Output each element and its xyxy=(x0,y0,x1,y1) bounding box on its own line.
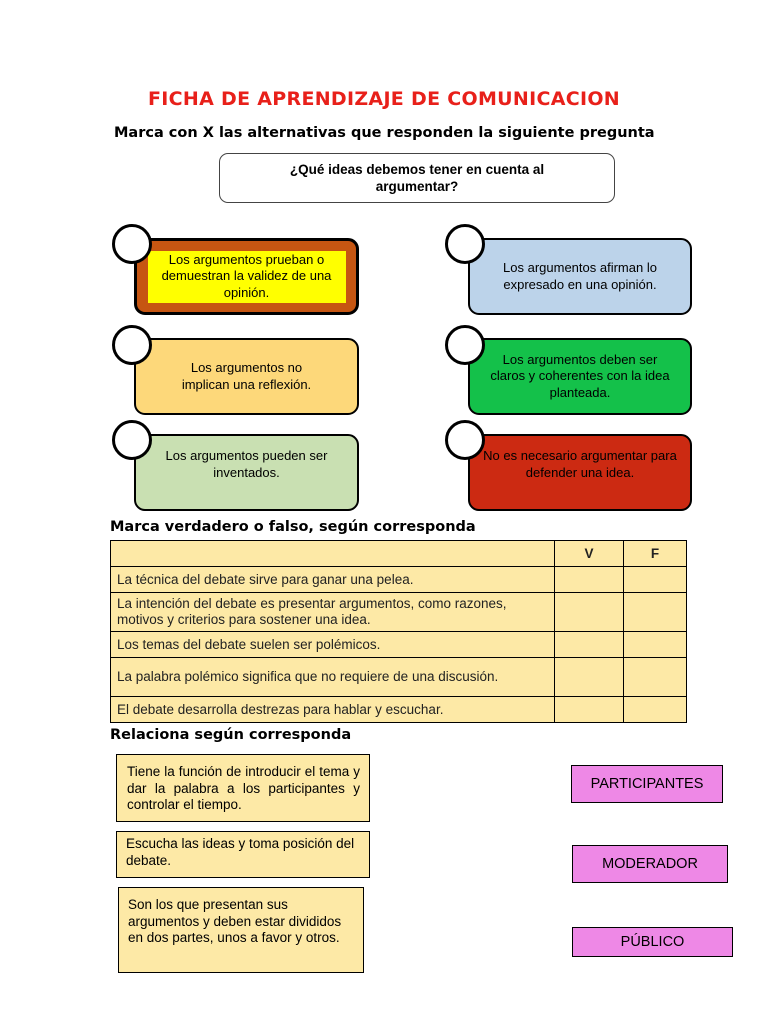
option-1-highlight xyxy=(148,251,346,303)
answer-v-2[interactable] xyxy=(555,593,624,632)
statement-5: El debate desarrolla destrezas para hablar y escuchar. xyxy=(111,697,555,723)
answer-f-2[interactable] xyxy=(624,593,687,632)
question-box xyxy=(219,153,615,203)
option-4-checkbox[interactable] xyxy=(445,325,485,365)
role-moderador-label: MODERADOR xyxy=(602,856,698,872)
option-4-text: Los argumentos deben ser claros y coherentes con la idea planteada. xyxy=(490,351,670,400)
description-2 xyxy=(116,831,370,878)
table-header-blank xyxy=(111,541,555,567)
page-title: FICHA DE APRENDIZAJE DE COMUNICACION xyxy=(148,88,620,110)
role-participantes-label: PARTICIPANTES xyxy=(590,776,704,792)
role-moderador[interactable] xyxy=(572,845,728,883)
table-row xyxy=(111,567,687,593)
answer-v-5[interactable] xyxy=(555,697,624,723)
statement-3: Los temas del debate suelen ser polémicos. xyxy=(111,632,555,658)
answer-v-3[interactable] xyxy=(555,632,624,658)
table-header-row xyxy=(111,541,687,567)
option-6 xyxy=(468,434,692,511)
option-1-text: Los argumentos prueban o demuestran la validez de una opinión. xyxy=(161,251,332,300)
description-1-text: Tiene la función de introducir el tema y dar la palabra a los participantes y controlar el tiempo. xyxy=(127,764,360,812)
option-6-text: No es necesario argumentar para defender una idea. xyxy=(483,448,677,480)
header-f: F xyxy=(624,541,687,567)
table-row xyxy=(111,593,687,632)
instruction-1: Marca con X las alternativas que responden la siguiente pregunta xyxy=(114,125,655,141)
table-row xyxy=(111,697,687,723)
answer-f-3[interactable] xyxy=(624,632,687,658)
statement-2: La intención del debate es presentar argumentos, como razones, motivos y criterios para sostener una idea. xyxy=(111,593,555,632)
option-3-checkbox[interactable] xyxy=(112,325,152,365)
answer-f-4[interactable] xyxy=(624,658,687,697)
option-3 xyxy=(134,338,359,415)
option-5-checkbox[interactable] xyxy=(112,420,152,460)
table-row xyxy=(111,658,687,697)
answer-v-1[interactable] xyxy=(555,567,624,593)
description-3-text: Son los que presentan sus argumentos y deben estar divididos en dos partes, unos a favor y otros. xyxy=(128,897,342,945)
table-row xyxy=(111,632,687,658)
statement-1: La técnica del debate sirve para ganar una pelea. xyxy=(111,567,555,593)
answer-f-5[interactable] xyxy=(624,697,687,723)
instruction-2: Marca verdadero o falso, según corresponda xyxy=(110,519,476,535)
true-false-table xyxy=(110,540,687,723)
description-2-text: Escucha las ideas y toma posición del debate. xyxy=(126,836,355,868)
option-2-text: Los argumentos afirman lo expresado en una opinión. xyxy=(503,260,657,292)
option-1-checkbox[interactable] xyxy=(112,224,152,264)
role-participantes[interactable] xyxy=(571,765,723,803)
header-v: V xyxy=(555,541,624,567)
role-publico[interactable] xyxy=(572,927,733,957)
question-text: ¿Qué ideas debemos tener en cuenta al argumentar? xyxy=(289,162,545,194)
answer-v-4[interactable] xyxy=(555,658,624,697)
role-publico-label: PÚBLICO xyxy=(620,934,685,950)
instruction-3: Relaciona según corresponda xyxy=(110,727,352,743)
option-1 xyxy=(134,238,359,315)
description-3 xyxy=(118,887,364,973)
option-2-checkbox[interactable] xyxy=(445,224,485,264)
option-2 xyxy=(468,238,692,315)
option-6-checkbox[interactable] xyxy=(445,420,485,460)
statement-4: La palabra polémico significa que no requiere de una discusión. xyxy=(111,658,555,697)
answer-f-1[interactable] xyxy=(624,567,687,593)
description-1 xyxy=(116,754,370,822)
option-3-text: Los argumentos no implican una reflexión. xyxy=(181,360,312,392)
option-5 xyxy=(134,434,359,511)
option-5-text: Los argumentos pueden ser inventados. xyxy=(165,448,328,480)
option-4 xyxy=(468,338,692,415)
